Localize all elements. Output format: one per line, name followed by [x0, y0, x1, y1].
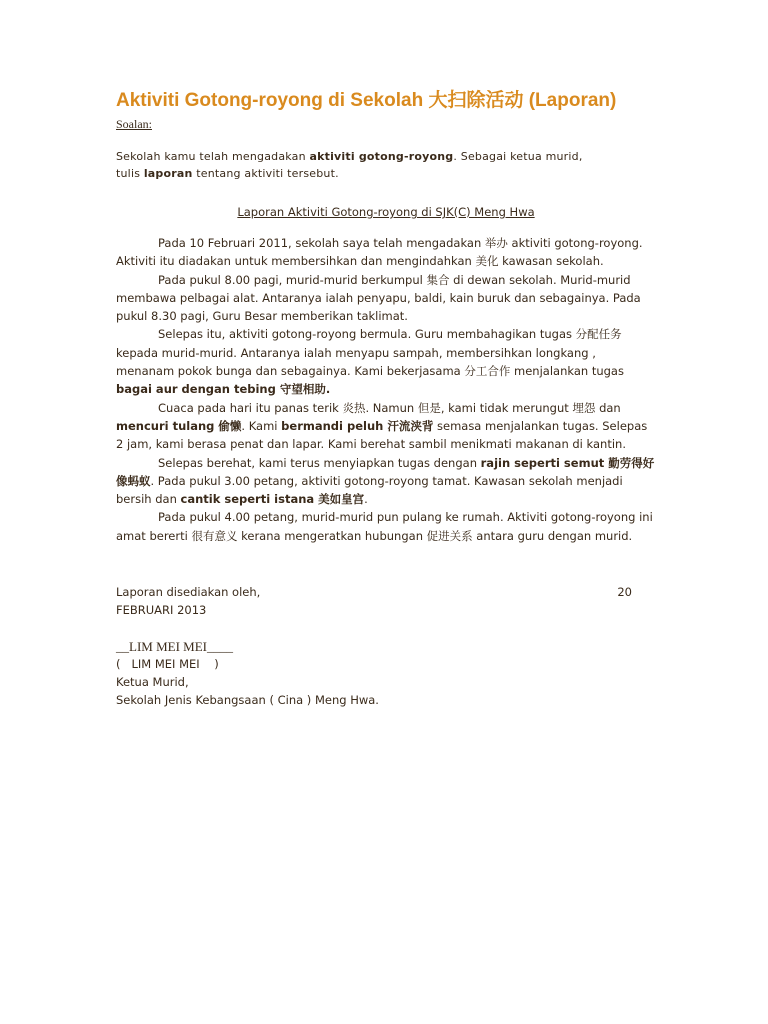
- paragraph-4-idiom-1: mencuri tulang 偷懒: [116, 418, 242, 433]
- paragraph-5-text-b: . Pada pukul 3.00 petang, aktiviti gotong-royong tamat. Kawasan sekolah menjadi bersih dan: [116, 473, 623, 507]
- paragraph-4-text-a: Cuaca pada hari itu panas terik 炎热. Namun 但是, kami tidak merungut 埋怨 dan: [158, 400, 621, 415]
- signatory-name: ( LIM MEI MEI ): [116, 657, 219, 672]
- prepared-by-row: [116, 583, 656, 619]
- school-name: Sekolah Jenis Kebangsaan ( Cina ) Meng Hwa.: [116, 693, 379, 708]
- paragraph-4-text-b: . Kami: [241, 418, 282, 433]
- question-text: [116, 148, 656, 182]
- document-title: Aktiviti Gotong-royong di Sekolah 大扫除活动 (Laporan): [116, 90, 617, 111]
- signatory-block: [116, 655, 656, 709]
- paragraph-5-idiom-1: rajin seperti semut 勤劳得好像蚂蚁: [116, 455, 655, 488]
- paragraph-3: [116, 325, 656, 398]
- paragraph-3-idiom: bagai aur dengan tebing 守望相助: [116, 382, 326, 397]
- paragraph-5-idiom-2: cantik seperti istana 美如皇宫: [180, 492, 365, 507]
- question-label: Soalan:: [116, 117, 152, 131]
- paragraph-3-end: .: [325, 382, 331, 397]
- paragraph-5-text-a: Selepas berehat, kami terus menyiapkan tugas dengan: [158, 455, 481, 470]
- paragraph-1: Pada 10 Februari 2011, sekolah saya telah mengadakan 举办 aktiviti gotong-royong. Aktiviti itu diadakan untuk membersihkan dan mengindahkan 美化 kawasan sekolah.: [116, 236, 643, 269]
- document-page: [116, 88, 656, 709]
- report-title: Laporan Aktiviti Gotong-royong di SJK(C) Meng Hwa: [237, 205, 535, 219]
- prepared-by-label: Laporan disediakan oleh,: [116, 585, 261, 600]
- signature: __LIM MEI MEI____: [116, 639, 233, 655]
- date-day: 20: [617, 585, 632, 600]
- paragraph-6: Pada pukul 4.00 petang, murid-murid pun pulang ke rumah. Aktiviti gotong-royong ini amat bererti 很有意义 kerana mengeratkan hubungan 促进关系 antara guru dengan murid.: [116, 510, 653, 543]
- report-body: [116, 234, 656, 545]
- paragraph-5-text-c: .: [364, 492, 368, 507]
- question-line2-pre: tulis: [116, 167, 144, 180]
- question-line2-post: tentang aktiviti tersebut.: [192, 167, 339, 180]
- signatory-position: Ketua Murid,: [116, 675, 189, 690]
- paragraph-2: Pada pukul 8.00 pagi, murid-murid berkumpul 集合 di dewan sekolah. Murid-murid membawa pelbagai alat. Antaranya ialah penyapu, baldi, kain buruk dan sebagainya. Pada pukul 8.30 pagi, Guru Besar memberikan taklimat.: [116, 272, 641, 324]
- question-line1-bold: aktiviti gotong-royong: [309, 150, 454, 163]
- paragraph-5: [116, 454, 656, 509]
- date-month-year: FEBRUARI 2013: [116, 603, 207, 618]
- paragraph-4-text-c: semasa menjalankan tugas. Selepas 2 jam, kami berasa penat dan lapar. Kami berehat sambil menikmati makanan di kantin.: [116, 418, 648, 452]
- paragraph-4: [116, 399, 656, 454]
- paragraph-4-idiom-2: bermandi peluh 汗流浃背: [281, 418, 434, 433]
- question-line1-post: . Sebagai ketua murid,: [453, 150, 583, 163]
- question-line2-bold: laporan: [143, 167, 193, 180]
- paragraph-3-text: Selepas itu, aktiviti gotong-royong bermula. Guru membahagikan tugas 分配任务 kepada murid-murid. Antaranya ialah menyapu sampah, membersihkan longkang , menanam pokok bunga dan sebagainya. Kami bekerjasama 分工合作 menjalankan tugas: [116, 327, 624, 379]
- question-line1-pre: Sekolah kamu telah mengadakan: [116, 150, 310, 163]
